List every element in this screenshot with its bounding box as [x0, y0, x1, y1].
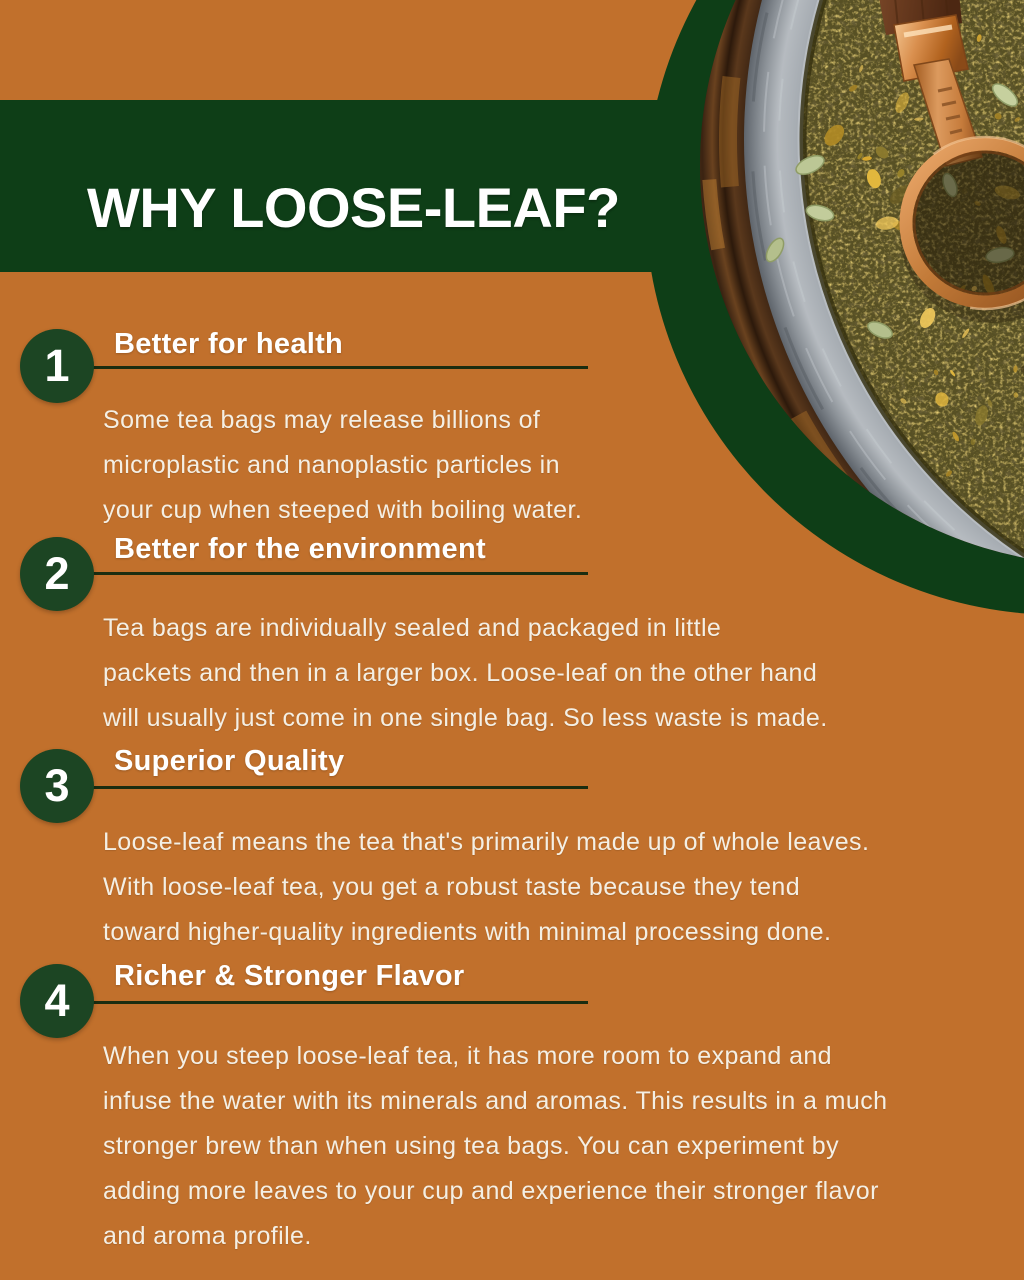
- section-1-body: [103, 398, 582, 533]
- section-4-rule: [80, 1001, 588, 1004]
- section-1-rule: [80, 366, 588, 369]
- section-4-body: [103, 1034, 887, 1259]
- section-4-number: 4: [44, 975, 70, 1026]
- body-text-line: packets and then in a larger box. Loose-leaf on the other hand: [103, 659, 818, 687]
- section-2-heading: Better for the environment: [114, 533, 486, 565]
- body-text-line: microplastic and nanoplastic particles in: [103, 451, 560, 479]
- body-text-line: With loose-leaf tea, you get a robust taste because they tend: [103, 873, 801, 901]
- section-3-rule: [80, 786, 588, 789]
- tea-bowl-photo: [700, 0, 1024, 565]
- body-text-line: Tea bags are individually sealed and packaged in little: [103, 614, 722, 642]
- section-4-number-badge: [20, 964, 94, 1038]
- body-text-line: infuse the water with its minerals and aromas. This results in a much: [103, 1087, 888, 1115]
- section-2-body: [103, 606, 828, 741]
- section-2-number: 2: [44, 548, 70, 599]
- body-text-line: toward higher-quality ingredients with minimal processing done.: [103, 918, 832, 946]
- body-text-line: your cup when steeped with boiling water.: [103, 496, 583, 524]
- body-text-line: will usually just come in one single bag. So less waste is made.: [103, 704, 828, 732]
- section-1-number-badge: [20, 329, 94, 403]
- body-text-line: and aroma profile.: [103, 1222, 312, 1250]
- body-text-line: Some tea bags may release billions of: [103, 406, 541, 434]
- section-1-number: 1: [44, 340, 70, 391]
- body-text-line: When you steep loose-leaf tea, it has more room to expand and: [103, 1042, 832, 1070]
- section-3-number-badge: [20, 749, 94, 823]
- body-text-line: stronger brew than when using tea bags. You can experiment by: [103, 1132, 839, 1160]
- section-2-rule: [80, 572, 588, 575]
- section-3-heading: Superior Quality: [114, 745, 345, 777]
- tea-bowl-illustration: [700, 0, 1024, 565]
- section-3-body: [103, 820, 869, 955]
- section-4-heading: Richer & Stronger Flavor: [114, 960, 465, 992]
- page-title: WHY LOOSE-LEAF?: [87, 176, 620, 239]
- section-3-number: 3: [44, 760, 70, 811]
- section-2-number-badge: [20, 537, 94, 611]
- body-text-line: Loose-leaf means the tea that's primarily made up of whole leaves.: [103, 828, 870, 856]
- body-text-line: adding more leaves to your cup and experience their stronger flavor: [103, 1177, 879, 1205]
- section-1-heading: Better for health: [114, 328, 344, 360]
